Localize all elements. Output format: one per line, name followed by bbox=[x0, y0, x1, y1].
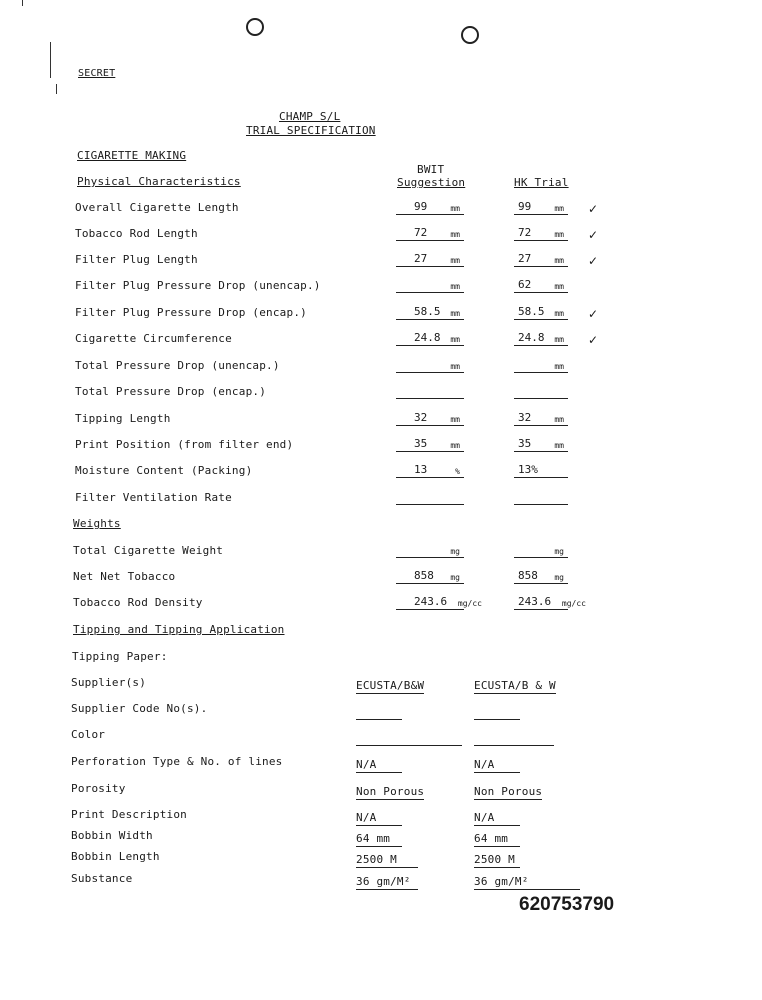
bwit-value: ECUSTA/B&W bbox=[356, 679, 425, 692]
row-label: Bobbin Width bbox=[71, 829, 153, 842]
row-label: Filter Plug Length bbox=[75, 253, 198, 266]
bwit-value bbox=[356, 731, 462, 746]
hk-value: 27 bbox=[518, 252, 532, 265]
bwit-unit: mm bbox=[450, 230, 460, 239]
classification-stamp: SECRET bbox=[78, 68, 116, 79]
bwit-value: N/A bbox=[356, 758, 402, 773]
bwit-value: 35 bbox=[414, 437, 428, 450]
section-weights: Weights bbox=[73, 517, 121, 530]
punch-hole-right bbox=[461, 26, 479, 44]
bwit-unit: mm bbox=[450, 441, 460, 450]
hk-unit: mm bbox=[554, 362, 564, 371]
hk-unit: mm bbox=[554, 441, 564, 450]
document-title: CHAMP S/L bbox=[279, 110, 341, 123]
row-label: Cigarette Circumference bbox=[75, 332, 232, 345]
row-label: Porosity bbox=[71, 782, 126, 795]
hk-value: 243.6 bbox=[518, 595, 552, 608]
hk-value: 35 bbox=[518, 437, 532, 450]
hk-value-slot bbox=[514, 331, 568, 346]
hk-value-slot bbox=[514, 305, 568, 320]
column-header-bwit-suggestion: Suggestion bbox=[397, 176, 466, 189]
row-label: Print Position (from filter end) bbox=[75, 438, 294, 451]
hk-unit: mm bbox=[554, 282, 564, 291]
row-label: Perforation Type & No. of lines bbox=[71, 755, 283, 768]
bwit-value: 72 bbox=[414, 226, 428, 239]
row-label: Print Description bbox=[71, 808, 187, 821]
margin-mark bbox=[50, 42, 51, 78]
row-label: Moisture Content (Packing) bbox=[75, 464, 253, 477]
document-subtitle: TRIAL SPECIFICATION bbox=[246, 124, 376, 137]
margin-mark bbox=[56, 84, 57, 94]
bwit-unit: mm bbox=[450, 309, 460, 318]
document-number: 620753790 bbox=[519, 894, 615, 915]
row-label: Overall Cigarette Length bbox=[75, 201, 239, 214]
bwit-value: 99 bbox=[414, 200, 428, 213]
tipping-paper-label: Tipping Paper: bbox=[72, 650, 168, 663]
bwit-value-slot bbox=[396, 384, 464, 399]
bwit-value: 64 mm bbox=[356, 832, 402, 847]
section-tipping: Tipping and Tipping Application bbox=[73, 623, 285, 636]
bwit-value: 24.8 bbox=[414, 331, 441, 344]
punch-hole-left bbox=[246, 18, 264, 36]
row-label: Filter Plug Pressure Drop (unencap.) bbox=[75, 279, 321, 292]
bwit-value: N/A bbox=[356, 811, 402, 826]
hk-value-slot bbox=[514, 200, 568, 215]
hk-unit: mm bbox=[554, 230, 564, 239]
check-mark: ✓ bbox=[588, 254, 599, 268]
hk-value bbox=[474, 731, 554, 746]
bwit-value-slot bbox=[396, 278, 464, 293]
hk-value: 62 bbox=[518, 278, 532, 291]
bwit-value-slot bbox=[396, 543, 464, 558]
bwit-value-slot bbox=[396, 305, 464, 320]
bwit-value bbox=[356, 705, 402, 720]
hk-unit: mm bbox=[554, 415, 564, 424]
hk-unit: mg bbox=[554, 547, 564, 556]
bwit-value-slot bbox=[396, 331, 464, 346]
hk-value-slot bbox=[514, 543, 568, 558]
bwit-value-slot bbox=[396, 200, 464, 215]
hk-value: ECUSTA/B & W bbox=[474, 679, 556, 692]
hk-value-slot bbox=[514, 252, 568, 267]
hk-value: 858 bbox=[518, 569, 538, 582]
section-physical-characteristics: Physical Characteristics bbox=[77, 175, 241, 188]
bwit-unit: mm bbox=[450, 335, 460, 344]
hk-unit: mg/cc bbox=[561, 599, 586, 608]
bwit-unit: % bbox=[455, 467, 460, 476]
row-label: Net Net Tobacco bbox=[73, 570, 176, 583]
row-label: Tobacco Rod Density bbox=[73, 596, 203, 609]
hk-value-slot bbox=[514, 226, 568, 241]
column-header-hk-trial: HK Trial bbox=[514, 176, 569, 189]
hk-value: Non Porous bbox=[474, 785, 543, 798]
bwit-unit: mg bbox=[450, 547, 460, 556]
hk-value-slot bbox=[514, 569, 568, 584]
bwit-value-slot bbox=[396, 252, 464, 267]
row-label: Total Pressure Drop (unencap.) bbox=[75, 359, 280, 372]
bwit-value-slot bbox=[396, 490, 464, 505]
bwit-unit: mm bbox=[450, 256, 460, 265]
section-cigarette-making: CIGARETTE MAKING bbox=[77, 149, 187, 162]
hk-value: 2500 M bbox=[474, 853, 520, 868]
bwit-value-slot bbox=[396, 437, 464, 452]
bwit-value-slot bbox=[396, 463, 464, 478]
hk-value-slot bbox=[514, 490, 568, 505]
row-label: Bobbin Length bbox=[71, 850, 160, 863]
bwit-value-slot bbox=[396, 411, 464, 426]
hk-value-slot bbox=[514, 463, 568, 478]
hk-unit: mm bbox=[554, 204, 564, 213]
row-label: Color bbox=[71, 728, 106, 741]
bwit-value-slot bbox=[396, 595, 482, 610]
column-header-bwit: BWIT bbox=[417, 163, 445, 176]
row-label: Total Pressure Drop (encap.) bbox=[75, 385, 267, 398]
bwit-value: 2500 M bbox=[356, 853, 418, 868]
hk-value: 24.8 bbox=[518, 331, 545, 344]
hk-value: 36 gm/M² bbox=[474, 875, 580, 890]
hk-value: N/A bbox=[474, 811, 520, 826]
bwit-value-slot bbox=[396, 358, 464, 373]
bwit-unit: mm bbox=[450, 204, 460, 213]
hk-value: 64 mm bbox=[474, 832, 520, 847]
hk-unit: mm bbox=[554, 256, 564, 265]
margin-mark bbox=[22, 0, 23, 6]
row-label: Total Cigarette Weight bbox=[73, 544, 224, 557]
bwit-unit: mm bbox=[450, 415, 460, 424]
row-label: Tobacco Rod Length bbox=[75, 227, 198, 240]
bwit-value: 858 bbox=[414, 569, 434, 582]
hk-value-slot bbox=[514, 278, 568, 293]
hk-value-slot bbox=[514, 437, 568, 452]
bwit-value: 13 bbox=[414, 463, 428, 476]
bwit-value: 58.5 bbox=[414, 305, 441, 318]
hk-value bbox=[474, 705, 520, 720]
hk-value-slot bbox=[514, 411, 568, 426]
check-mark: ✓ bbox=[588, 307, 599, 321]
bwit-value: 243.6 bbox=[414, 595, 448, 608]
row-label: Filter Ventilation Rate bbox=[75, 491, 232, 504]
check-mark: ✓ bbox=[588, 228, 599, 242]
row-label: Supplier(s) bbox=[71, 676, 147, 689]
bwit-value-slot bbox=[396, 569, 464, 584]
bwit-value: 36 gm/M² bbox=[356, 875, 418, 890]
hk-value: N/A bbox=[474, 758, 520, 773]
hk-value: 99 bbox=[518, 200, 532, 213]
bwit-unit: mm bbox=[450, 282, 460, 291]
hk-value-slot bbox=[514, 384, 568, 399]
bwit-unit: mg bbox=[450, 573, 460, 582]
hk-unit: mm bbox=[554, 309, 564, 318]
check-mark: ✓ bbox=[588, 202, 599, 216]
hk-value: 32 bbox=[518, 411, 532, 424]
hk-value: 72 bbox=[518, 226, 532, 239]
row-label: Filter Plug Pressure Drop (encap.) bbox=[75, 306, 307, 319]
bwit-unit: mm bbox=[450, 362, 460, 371]
hk-value: 58.5 bbox=[518, 305, 545, 318]
row-label: Supplier Code No(s). bbox=[71, 702, 208, 715]
row-label: Tipping Length bbox=[75, 412, 171, 425]
bwit-value: Non Porous bbox=[356, 785, 425, 798]
hk-unit: mm bbox=[554, 335, 564, 344]
hk-unit: mg bbox=[554, 573, 564, 582]
check-mark: ✓ bbox=[588, 333, 599, 347]
bwit-value-slot bbox=[396, 226, 464, 241]
bwit-value: 27 bbox=[414, 252, 428, 265]
hk-value: 13% bbox=[518, 463, 538, 476]
row-label: Substance bbox=[71, 872, 133, 885]
hk-value-slot bbox=[514, 595, 586, 610]
bwit-unit: mg/cc bbox=[457, 599, 482, 608]
hk-value-slot bbox=[514, 358, 568, 373]
bwit-value: 32 bbox=[414, 411, 428, 424]
